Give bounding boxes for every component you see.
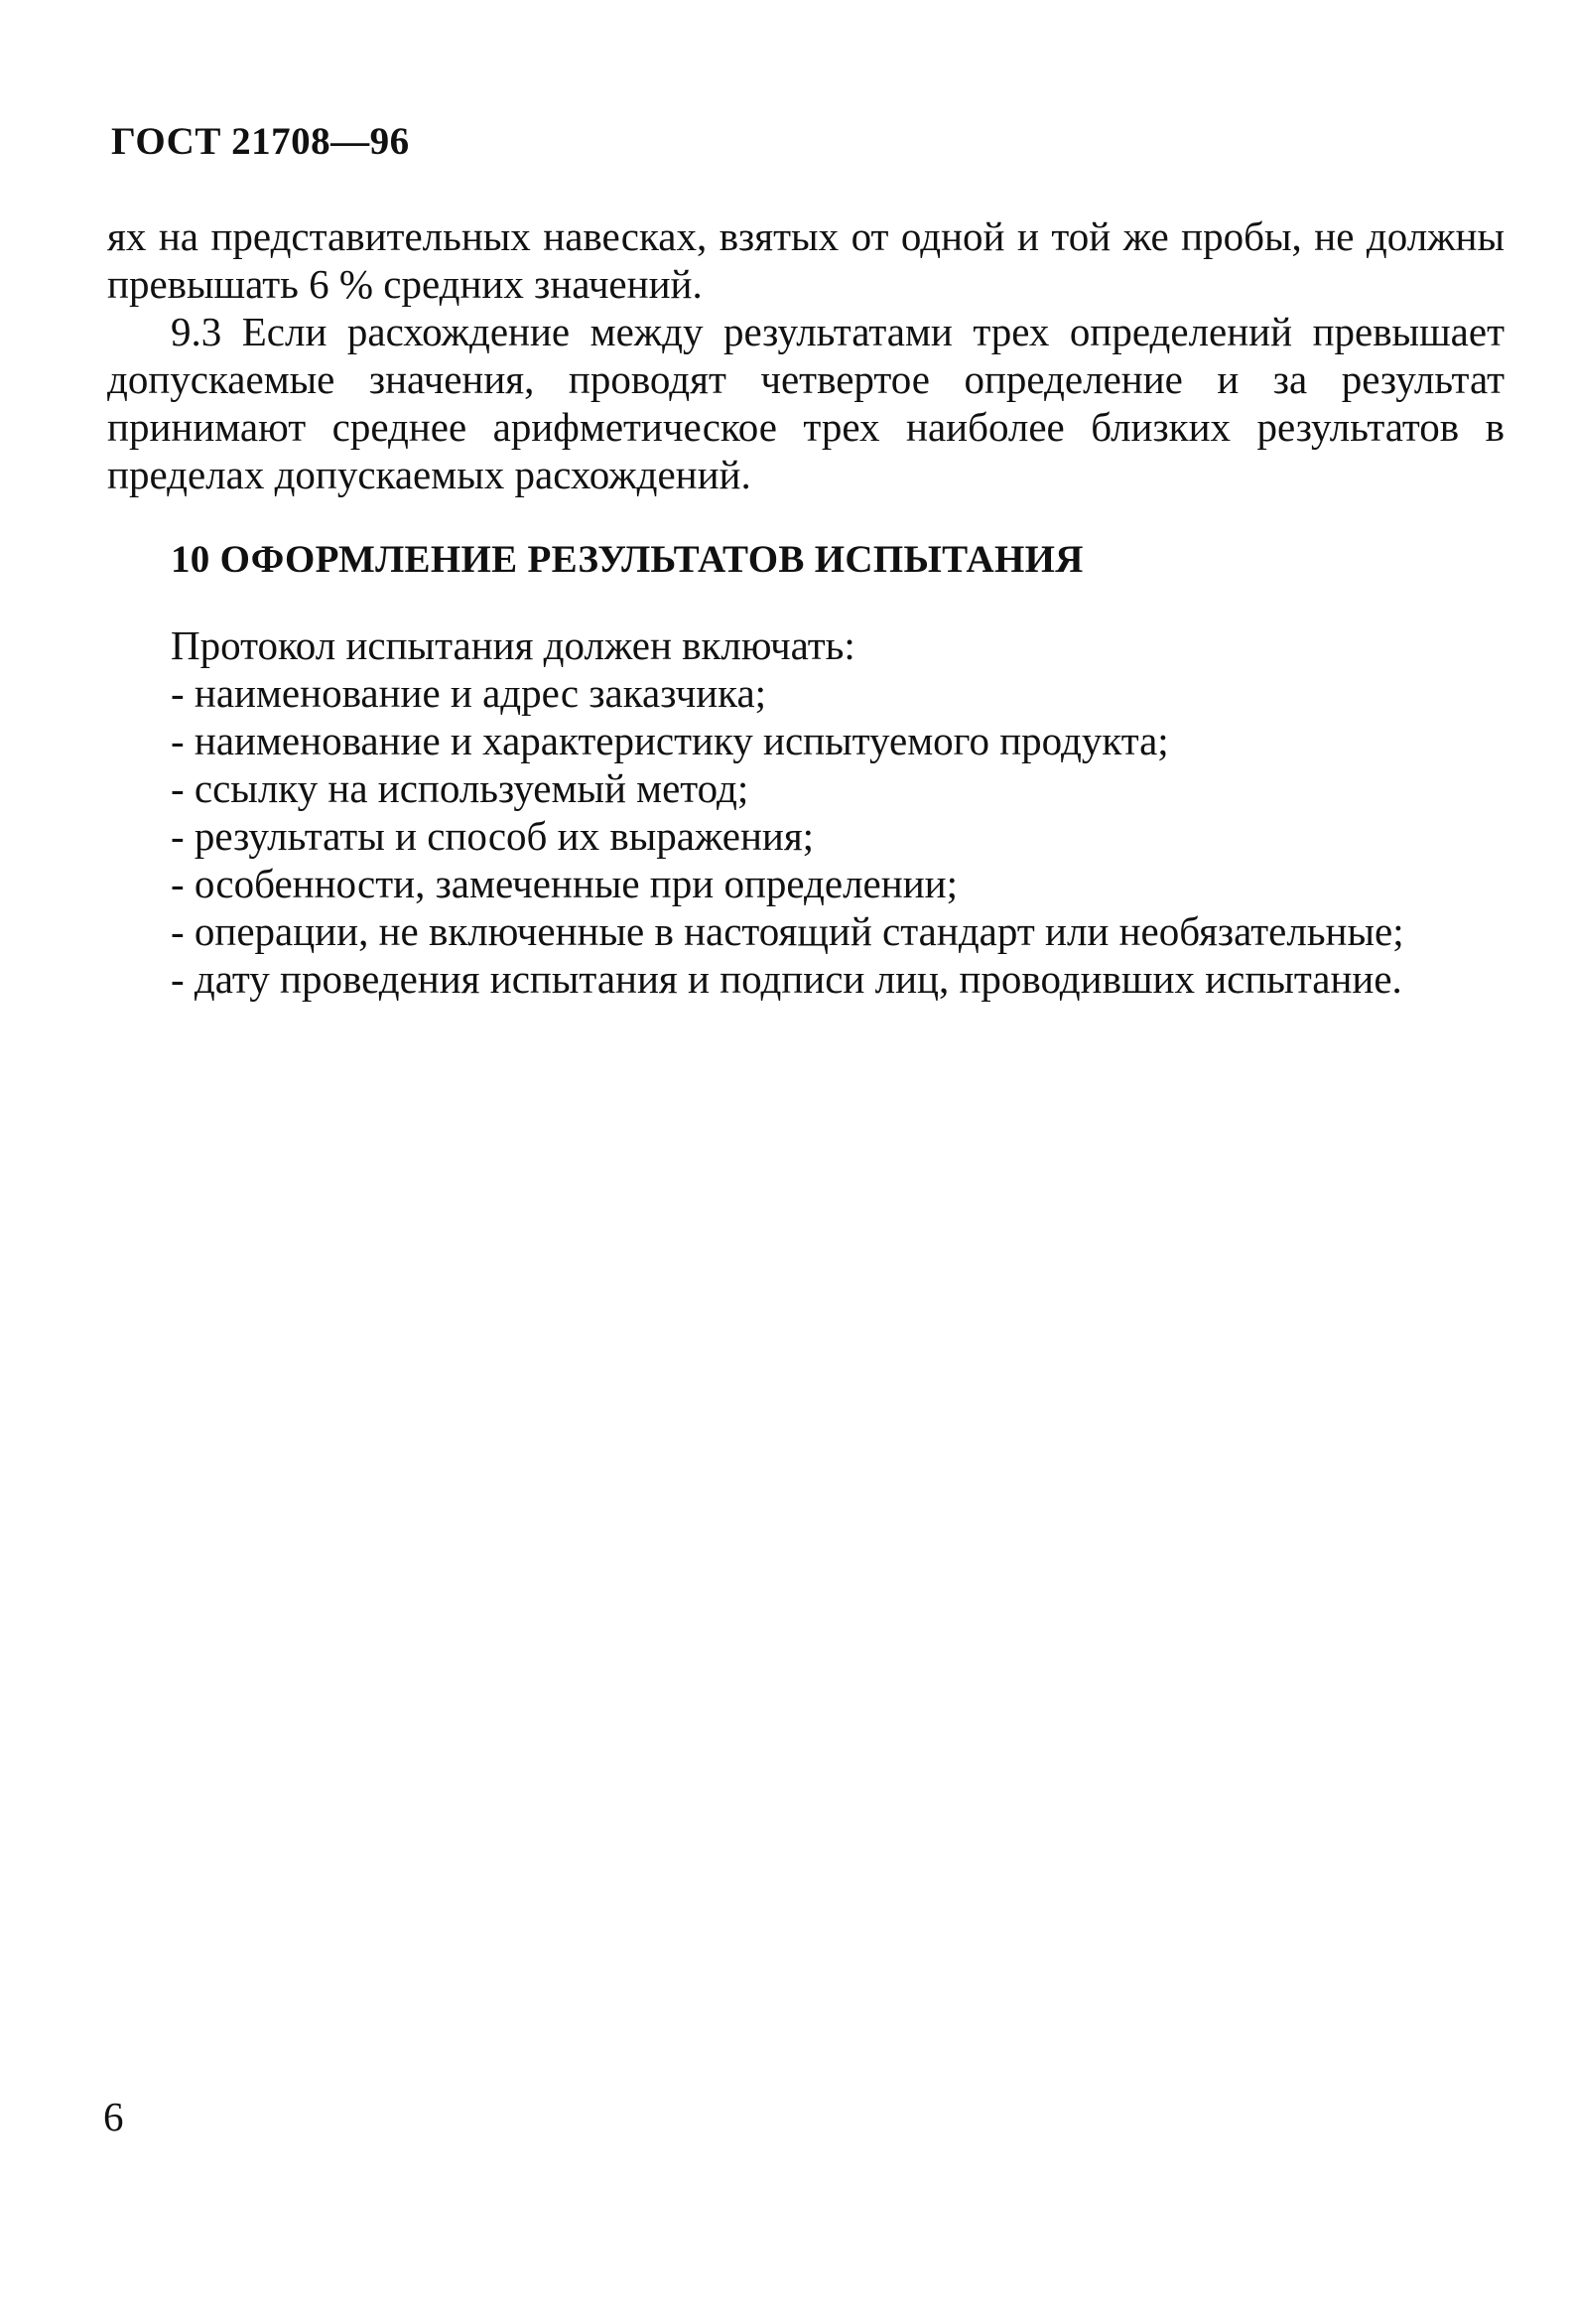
page-number: 6 <box>103 2094 124 2139</box>
paragraph-clause-9-3: 9.3 Если расхождение между результатами трех определений превышает допускаемые значения, проводят четвертое определение и за результат принимают среднее арифметическое трех наиболее близких результатов в пределах допускаемых расхождений. <box>107 309 1505 497</box>
list-item: - наименование и адрес заказчика; <box>171 670 767 716</box>
list-item: - ссылку на используемый метод; <box>171 765 749 811</box>
list-item: - наименование и характеристику испытуемого продукта; <box>171 718 1169 763</box>
list-item: - результаты и способ их выражения; <box>171 813 815 859</box>
list-item: - дату проведения испытания и подписи лиц, проводивших испытание. <box>171 956 1402 1002</box>
section-10-intro: Протокол испытания должен включать: <box>171 622 855 668</box>
list-item: - особенности, замеченные при определении; <box>171 861 958 906</box>
section-10-title: 10 ОФОРМЛЕНИЕ РЕЗУЛЬТАТОВ ИСПЫТАНИЯ <box>171 538 1084 581</box>
document-body <box>107 212 1505 1003</box>
paragraph-continuation: ях на представительных навесках, взятых от одной и той же пробы, не должны превышать 6 % средних значений. <box>107 213 1505 307</box>
document-code-header: ГОСТ 21708—96 <box>111 120 410 163</box>
list-item: - операции, не включенные в настоящий стандарт или необязательные; <box>171 908 1404 954</box>
